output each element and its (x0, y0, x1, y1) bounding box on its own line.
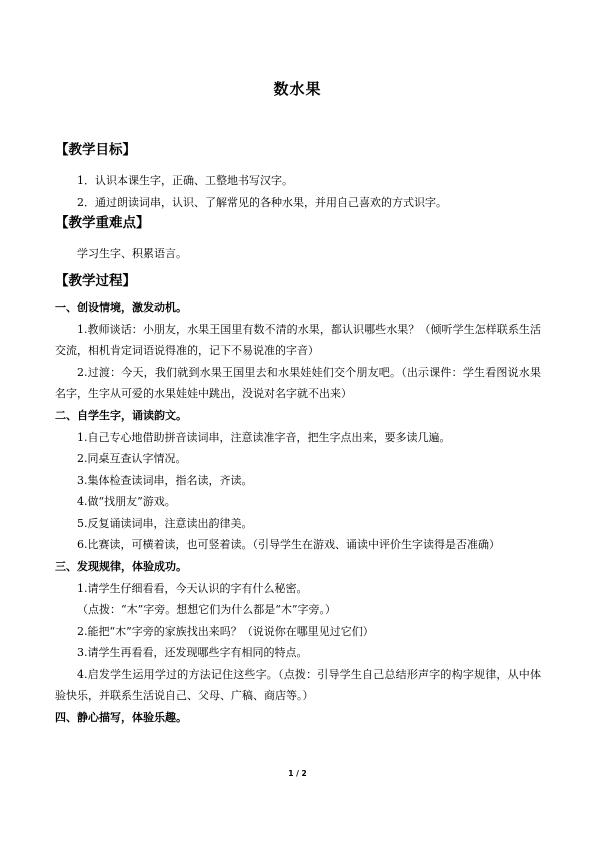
step-2-paragraph-3: 3.集体检查读词串，指名读，齐读。 (77, 473, 253, 487)
goal-item-1: 1．认识本课生字，正确、工整地书写汉字。 (77, 174, 293, 187)
step-3-title: 三、发现规律，体验成功。 (55, 559, 187, 573)
step-2-paragraph-1: 1.自己专心地借助拼音读词串，注意读准字音，把生字点出来，要多读几遍。 (77, 430, 451, 444)
step-3-paragraph-1: 1.请学生仔细看看，今天认识的字有什么秘密。 (77, 581, 308, 595)
goal-item-2: 2．通过朗读词串，认识、了解常见的各种水果，并用自己喜欢的方式识字。 (77, 195, 447, 209)
section-heading-key: 【教学重难点】 (55, 215, 150, 231)
section-heading-goals: 【教学目标】 (55, 142, 136, 158)
step-1-title: 一、创设情境，激发动机。 (55, 300, 187, 314)
step-2-paragraph-6: 6.比赛读，可横着读，也可竖着读。（引导学生在游戏、诵读中评价生字读得是否准确） (77, 538, 500, 551)
step-4-title: 四、静心描写，体验乐趣。 (55, 710, 187, 724)
step-2-title: 二、自学生字，诵读韵文。 (55, 408, 187, 422)
page-number: 1 / 2 (288, 769, 307, 778)
key-points-text: 学习生字、积累语言。 (77, 247, 187, 260)
step-3-paragraph-2: （点拨：“木”字旁。想想它们为什么都是“木”字旁。） (77, 603, 336, 616)
step-2-paragraph-4: 4.做“找朋友”游戏。 (77, 495, 176, 508)
step-3-paragraph-4: 3.请学生再看看，还发现哪些字有相同的特点。 (77, 646, 308, 659)
section-heading-process: 【教学过程】 (55, 272, 136, 289)
step-3-paragraph-5: 4.启发学生运用学过的方法记住这些字。（点拨：引导学生自己总结形声字的构字规律，从中体验快乐，并联系生活说自己、父母、广稿、商店等。） (55, 667, 541, 702)
step-2-paragraph-5: 5.反复诵读词串，注意读出韵律美。 (77, 516, 253, 530)
step-1-paragraph-1: 1.教师谈话：小朋友，水果王国里有数不清的水果，都认识哪些水果？（倾听学生怎样联系生活交流，相机肯定词语说得准的，记下不易说准的字音） (55, 322, 541, 357)
step-3-paragraph-3: 2.能把“木”字旁的家族找出来吗？（说说你在哪里见过它们） (77, 624, 374, 638)
document-body (55, 140, 541, 729)
step-1-paragraph-2: 2.过渡：今天，我们就到水果王国里去和水果娃娃们交个朋友吧。（出示课件：学生看图说水果名字，生字从可爱的水果娃娃中跳出，没说对名字就不出来） (55, 365, 541, 400)
document-title: 数水果 (273, 80, 322, 98)
step-2-paragraph-2: 2.同桌互查认字情况。 (77, 452, 187, 465)
